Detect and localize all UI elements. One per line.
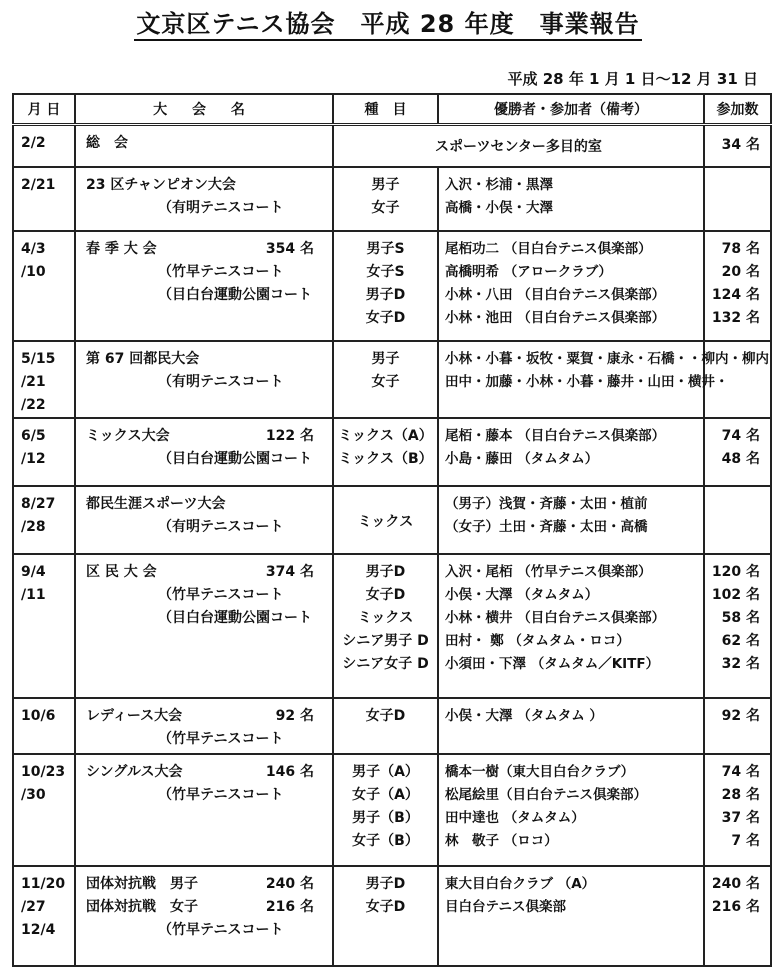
row-kind: 男子D xyxy=(365,875,406,892)
row-kind: 女子 xyxy=(371,373,400,390)
row-date: 5/15 xyxy=(21,350,56,367)
row-kind: 男子（A） xyxy=(352,763,419,780)
row-count: 74 名 xyxy=(721,427,760,444)
row-count: 216 名 xyxy=(711,898,760,915)
row-event-venue: （竹早テニスコート xyxy=(158,730,284,747)
row-date: /21 xyxy=(21,373,46,390)
header-event: 大 会 名 xyxy=(75,94,333,125)
row-count-cell xyxy=(704,866,771,966)
row-kind: 女子D xyxy=(365,309,406,326)
header-winner: 優勝者・参加者（備考） xyxy=(438,94,704,125)
row-event-count: 146 名 xyxy=(265,763,314,780)
row-event-count: 240 名 xyxy=(265,875,314,892)
row-date-cell xyxy=(13,866,75,966)
row-count: 7 名 xyxy=(731,832,760,849)
row-date-lines xyxy=(14,342,74,417)
row-count: 120 名 xyxy=(711,563,760,580)
table-row xyxy=(13,754,771,866)
row-event-line xyxy=(76,561,332,584)
header-count: 参加数 xyxy=(704,94,771,125)
row-count-lines xyxy=(705,487,770,493)
header-kind: 種 目 xyxy=(333,94,438,125)
row-kind-cell xyxy=(333,698,438,754)
row-event-name: 区 民 大 会 xyxy=(86,563,157,580)
row-event-name: 総 会 xyxy=(86,135,128,151)
row-winner: 田中・加藤・小林・小暮・藤井・山田・横井・ xyxy=(445,373,729,390)
row-count-lines xyxy=(705,699,770,728)
row-event-line xyxy=(76,705,332,728)
report-body xyxy=(13,125,771,966)
report-title xyxy=(0,4,776,39)
row-winner-cell xyxy=(438,754,704,866)
row-kind: 女子D xyxy=(365,586,406,603)
row-event-venue: （竹早テニスコート xyxy=(158,263,284,280)
row-event-line xyxy=(76,238,332,261)
row-count: 28 名 xyxy=(721,786,760,803)
row-note-cell: スポーツセンター多目的室 xyxy=(333,125,704,167)
row-event-line xyxy=(76,425,332,448)
row-event-lines xyxy=(76,419,332,471)
row-count: 92 名 xyxy=(721,707,760,724)
row-date: 10/6 xyxy=(21,707,56,724)
row-winner: 小林・八田 （目白台テニス倶楽部） xyxy=(445,286,666,303)
row-kind: 男子D xyxy=(365,563,406,580)
row-date: 2/2 xyxy=(21,135,46,151)
row-event-cell xyxy=(75,231,333,341)
row-date: /11 xyxy=(21,586,46,603)
row-event-name: 23 区チャンピオン大会 xyxy=(86,176,236,193)
row-count: 34 名 xyxy=(721,137,760,154)
row-winner-cell xyxy=(438,231,704,341)
row-winner-lines xyxy=(439,487,703,539)
row-count-lines xyxy=(705,168,770,174)
row-kind-cell xyxy=(333,486,438,554)
row-count: 78 名 xyxy=(721,240,760,257)
row-date-lines xyxy=(14,867,74,942)
row-date-lines xyxy=(14,419,74,471)
row-kind: シニア女子 D xyxy=(342,655,429,672)
row-winner: 入沢・杉浦・黒澤 xyxy=(445,176,553,193)
row-date-cell xyxy=(13,167,75,231)
table-row xyxy=(13,554,771,698)
row-date-cell xyxy=(13,698,75,754)
row-date-lines xyxy=(14,699,74,728)
row-date: 6/5 xyxy=(21,427,46,444)
report-period: 平成 28 年 1 月 1 日～12 月 31 日 xyxy=(507,70,758,88)
row-event-venue: （竹早テニスコート xyxy=(158,786,284,803)
row-event-venue: （目白台運動公園コート xyxy=(158,286,312,303)
row-date-cell xyxy=(13,231,75,341)
table-row xyxy=(13,167,771,231)
row-kind-lines xyxy=(334,232,437,330)
row-winner: 小俣・大澤 （タムタム） xyxy=(445,586,599,603)
table-row xyxy=(13,486,771,554)
row-count: 62 名 xyxy=(721,632,760,649)
row-event-name: ミックス大会 xyxy=(86,427,170,444)
row-winner: 小林・池田 （目白台テニス倶楽部） xyxy=(445,309,666,326)
row-count-cell xyxy=(704,698,771,754)
row-event-line xyxy=(76,174,332,197)
row-winner-cell xyxy=(438,698,704,754)
row-date-lines xyxy=(14,232,74,284)
row-winner: 目白台テニス倶楽部 xyxy=(445,898,566,915)
report-title-text: 文京区テニス協会 平成 28 年度 事業報告 xyxy=(134,10,641,41)
row-event-lines xyxy=(76,232,332,307)
row-count: 48 名 xyxy=(721,450,760,467)
row-event-cell xyxy=(75,125,333,167)
row-date: 9/4 xyxy=(21,563,46,580)
row-event-count: 92 名 xyxy=(275,707,314,724)
row-event-name: レディース大会 xyxy=(86,707,183,724)
row-count: 20 名 xyxy=(721,263,760,280)
row-event-line xyxy=(76,348,332,371)
row-count-cell xyxy=(704,486,771,554)
row-count: 124 名 xyxy=(711,286,760,303)
row-count: 74 名 xyxy=(721,763,760,780)
row-event-cell xyxy=(75,754,333,866)
row-winner: 高橋・小俣・大澤 xyxy=(445,199,553,216)
row-winner: 尾栢・藤本 （目白台テニス倶楽部） xyxy=(445,427,666,444)
row-event-venue: （目白台運動公園コート xyxy=(158,609,312,626)
row-kind-lines xyxy=(334,342,437,394)
row-kind: ミックス（B） xyxy=(338,450,433,467)
row-count: 37 名 xyxy=(721,809,760,826)
row-date: /27 xyxy=(21,898,46,915)
table-row xyxy=(13,866,771,966)
row-event-lines xyxy=(76,487,332,539)
row-winner-cell xyxy=(438,554,704,698)
row-event-venue: （有明テニスコート xyxy=(158,199,284,216)
row-kind-cell xyxy=(333,866,438,966)
row-count: 58 名 xyxy=(721,609,760,626)
row-winner: 小俣・大澤 （タムタム ） xyxy=(445,707,603,724)
row-date: /10 xyxy=(21,263,46,280)
row-event-lines xyxy=(76,168,332,220)
row-kind-cell xyxy=(333,754,438,866)
row-kind: ミックス xyxy=(357,609,414,626)
row-count-lines xyxy=(705,419,770,471)
row-kind-lines xyxy=(334,699,437,728)
row-date-lines xyxy=(14,555,74,607)
row-count-lines xyxy=(705,342,770,348)
row-date-lines xyxy=(14,487,74,539)
row-count-cell xyxy=(704,754,771,866)
row-winner: 小林・横井 （目白台テニス倶楽部） xyxy=(445,609,666,626)
row-winner-cell xyxy=(438,866,704,966)
row-kind-cell xyxy=(333,554,438,698)
row-event-name: 都民生涯スポーツ大会 xyxy=(86,495,226,512)
row-event-lines xyxy=(76,867,332,942)
row-count-lines xyxy=(705,232,770,330)
row-winner: 小林・小暮・坂牧・粟賀・康永・石橋・・柳内・柳内 xyxy=(445,350,769,367)
row-kind: 女子S xyxy=(366,263,405,280)
row-winner-lines xyxy=(439,419,703,471)
table-row xyxy=(13,231,771,341)
row-event-name: 団体対抗戦 男子 xyxy=(86,875,198,892)
row-event-cell xyxy=(75,341,333,418)
row-event-line xyxy=(76,761,332,784)
row-count: 240 名 xyxy=(711,875,760,892)
row-event-lines xyxy=(76,342,332,394)
row-event-venue: （有明テニスコート xyxy=(158,518,284,535)
row-winner: 高橋明希 （アロークラブ） xyxy=(445,263,612,280)
row-event-cell xyxy=(75,418,333,486)
row-date-lines xyxy=(14,126,74,155)
row-event-cell xyxy=(75,486,333,554)
table-header-row xyxy=(13,94,771,125)
row-date: 12/4 xyxy=(21,921,56,938)
row-winner: 小須田・下澤 （タムタム／KITF） xyxy=(445,655,660,672)
row-winner: 東大目白台クラブ （A） xyxy=(445,875,596,892)
row-kind-lines xyxy=(334,555,437,676)
row-event-name: 団体対抗戦 女子 xyxy=(86,898,198,915)
row-event-cell xyxy=(75,167,333,231)
row-event-count: 374 名 xyxy=(265,563,314,580)
row-winner-lines xyxy=(439,168,703,220)
row-date: 8/27 xyxy=(21,495,56,512)
row-kind: 女子 xyxy=(371,199,400,216)
row-winner: 田中達也 （タムタム） xyxy=(445,809,585,826)
row-event-name: シングルス大会 xyxy=(86,763,183,780)
row-kind: 男子（B） xyxy=(352,809,419,826)
row-kind: ミックス xyxy=(357,514,414,530)
row-date: 10/23 xyxy=(21,763,66,780)
row-count: 102 名 xyxy=(711,586,760,603)
row-date-cell xyxy=(13,554,75,698)
row-event-line xyxy=(76,132,332,155)
row-count-cell xyxy=(704,418,771,486)
table-row xyxy=(13,698,771,754)
row-date-cell xyxy=(13,341,75,418)
row-kind-lines xyxy=(334,867,437,919)
row-event-lines xyxy=(76,755,332,807)
row-winner-lines xyxy=(439,867,703,919)
row-kind-cell xyxy=(333,418,438,486)
row-count: 132 名 xyxy=(711,309,760,326)
row-winner-lines xyxy=(439,555,703,676)
row-count: 32 名 xyxy=(721,655,760,672)
row-date: 4/3 xyxy=(21,240,46,257)
row-kind-cell xyxy=(333,231,438,341)
row-kind: シニア男子 D xyxy=(342,632,429,649)
row-winner: 松尾絵里（目白台テニス倶楽部） xyxy=(445,786,647,803)
row-event-count: 122 名 xyxy=(265,427,314,444)
row-event-count: 216 名 xyxy=(265,898,314,915)
row-date-lines xyxy=(14,755,74,807)
row-kind: 女子（A） xyxy=(352,786,419,803)
row-winner: 尾栢功二 （目白台テニス倶楽部） xyxy=(445,240,652,257)
row-date: /30 xyxy=(21,786,46,803)
row-kind: 男子D xyxy=(365,286,406,303)
row-date: 11/20 xyxy=(21,875,66,892)
row-date-lines xyxy=(14,168,74,197)
row-event-cell xyxy=(75,698,333,754)
row-winner-lines xyxy=(439,232,703,330)
row-event-lines xyxy=(76,555,332,630)
row-date: /28 xyxy=(21,518,46,535)
row-date: /12 xyxy=(21,450,46,467)
row-kind-lines xyxy=(334,168,437,220)
row-event-line xyxy=(76,896,332,919)
table-row xyxy=(13,418,771,486)
row-count-lines xyxy=(705,555,770,676)
row-event-name: 第 67 回都民大会 xyxy=(86,350,200,367)
row-kind: 女子D xyxy=(365,898,406,915)
row-date: /22 xyxy=(21,396,46,413)
header-date: 月 日 xyxy=(13,94,75,125)
row-kind-lines xyxy=(334,419,437,471)
row-winner-lines xyxy=(439,755,703,853)
row-winner: 田村・ 鄭 （タムタム・ロコ） xyxy=(445,632,630,649)
row-event-line xyxy=(76,873,332,896)
row-date: 2/21 xyxy=(21,176,56,193)
row-date-cell xyxy=(13,486,75,554)
row-winner: 橋本一樹（東大目白台クラブ） xyxy=(445,763,635,780)
row-event-count: 354 名 xyxy=(265,240,314,257)
row-winner-cell xyxy=(438,167,704,231)
row-event-name: 春 季 大 会 xyxy=(86,240,157,257)
row-event-lines xyxy=(76,126,332,155)
row-kind: 男子S xyxy=(366,240,405,257)
row-date-cell xyxy=(13,125,75,167)
report-table xyxy=(12,93,772,967)
row-kind-lines xyxy=(334,505,437,534)
row-kind: ミックス（A） xyxy=(338,427,433,444)
row-kind-lines xyxy=(334,755,437,853)
row-date-cell xyxy=(13,754,75,866)
row-kind: 女子（B） xyxy=(352,832,419,849)
row-date-cell xyxy=(13,418,75,486)
row-winner: 林 敬子 （ロコ） xyxy=(445,832,558,849)
row-count-lines xyxy=(705,134,770,157)
row-event-venue: （有明テニスコート xyxy=(158,373,284,390)
row-event-venue: （竹早テニスコート xyxy=(158,921,284,938)
row-count-cell xyxy=(704,231,771,341)
row-event-lines xyxy=(76,699,332,751)
row-winner-lines xyxy=(439,699,703,728)
row-kind: 男子 xyxy=(371,176,400,193)
row-kind: 女子D xyxy=(365,707,406,724)
row-winner: 小島・藤田 （タムタム） xyxy=(445,450,599,467)
table-row xyxy=(13,125,771,167)
row-count-lines xyxy=(705,867,770,919)
row-winner-cell xyxy=(438,418,704,486)
row-event-venue: （目白台運動公園コート xyxy=(158,450,312,467)
row-event-line xyxy=(76,493,332,516)
table-row xyxy=(13,341,771,418)
row-winner: （男子）浅賀・斉藤・太田・植前 xyxy=(445,495,648,512)
row-count-cell xyxy=(704,554,771,698)
row-event-venue: （竹早テニスコート xyxy=(158,586,284,603)
row-winner-lines xyxy=(439,342,769,394)
row-kind: 男子 xyxy=(371,350,400,367)
row-count-cell xyxy=(704,125,771,167)
row-winner: 入沢・尾栢 （竹早テニス倶楽部） xyxy=(445,563,652,580)
row-event-cell xyxy=(75,554,333,698)
row-count-lines xyxy=(705,755,770,853)
row-winner: （女子）土田・斉藤・太田・高橋 xyxy=(445,518,648,535)
row-count-cell xyxy=(704,167,771,231)
row-event-cell xyxy=(75,866,333,966)
row-kind-cell xyxy=(333,167,438,231)
row-winner-cell xyxy=(438,341,769,418)
row-winner-cell xyxy=(438,486,704,554)
row-kind-cell xyxy=(333,341,438,418)
